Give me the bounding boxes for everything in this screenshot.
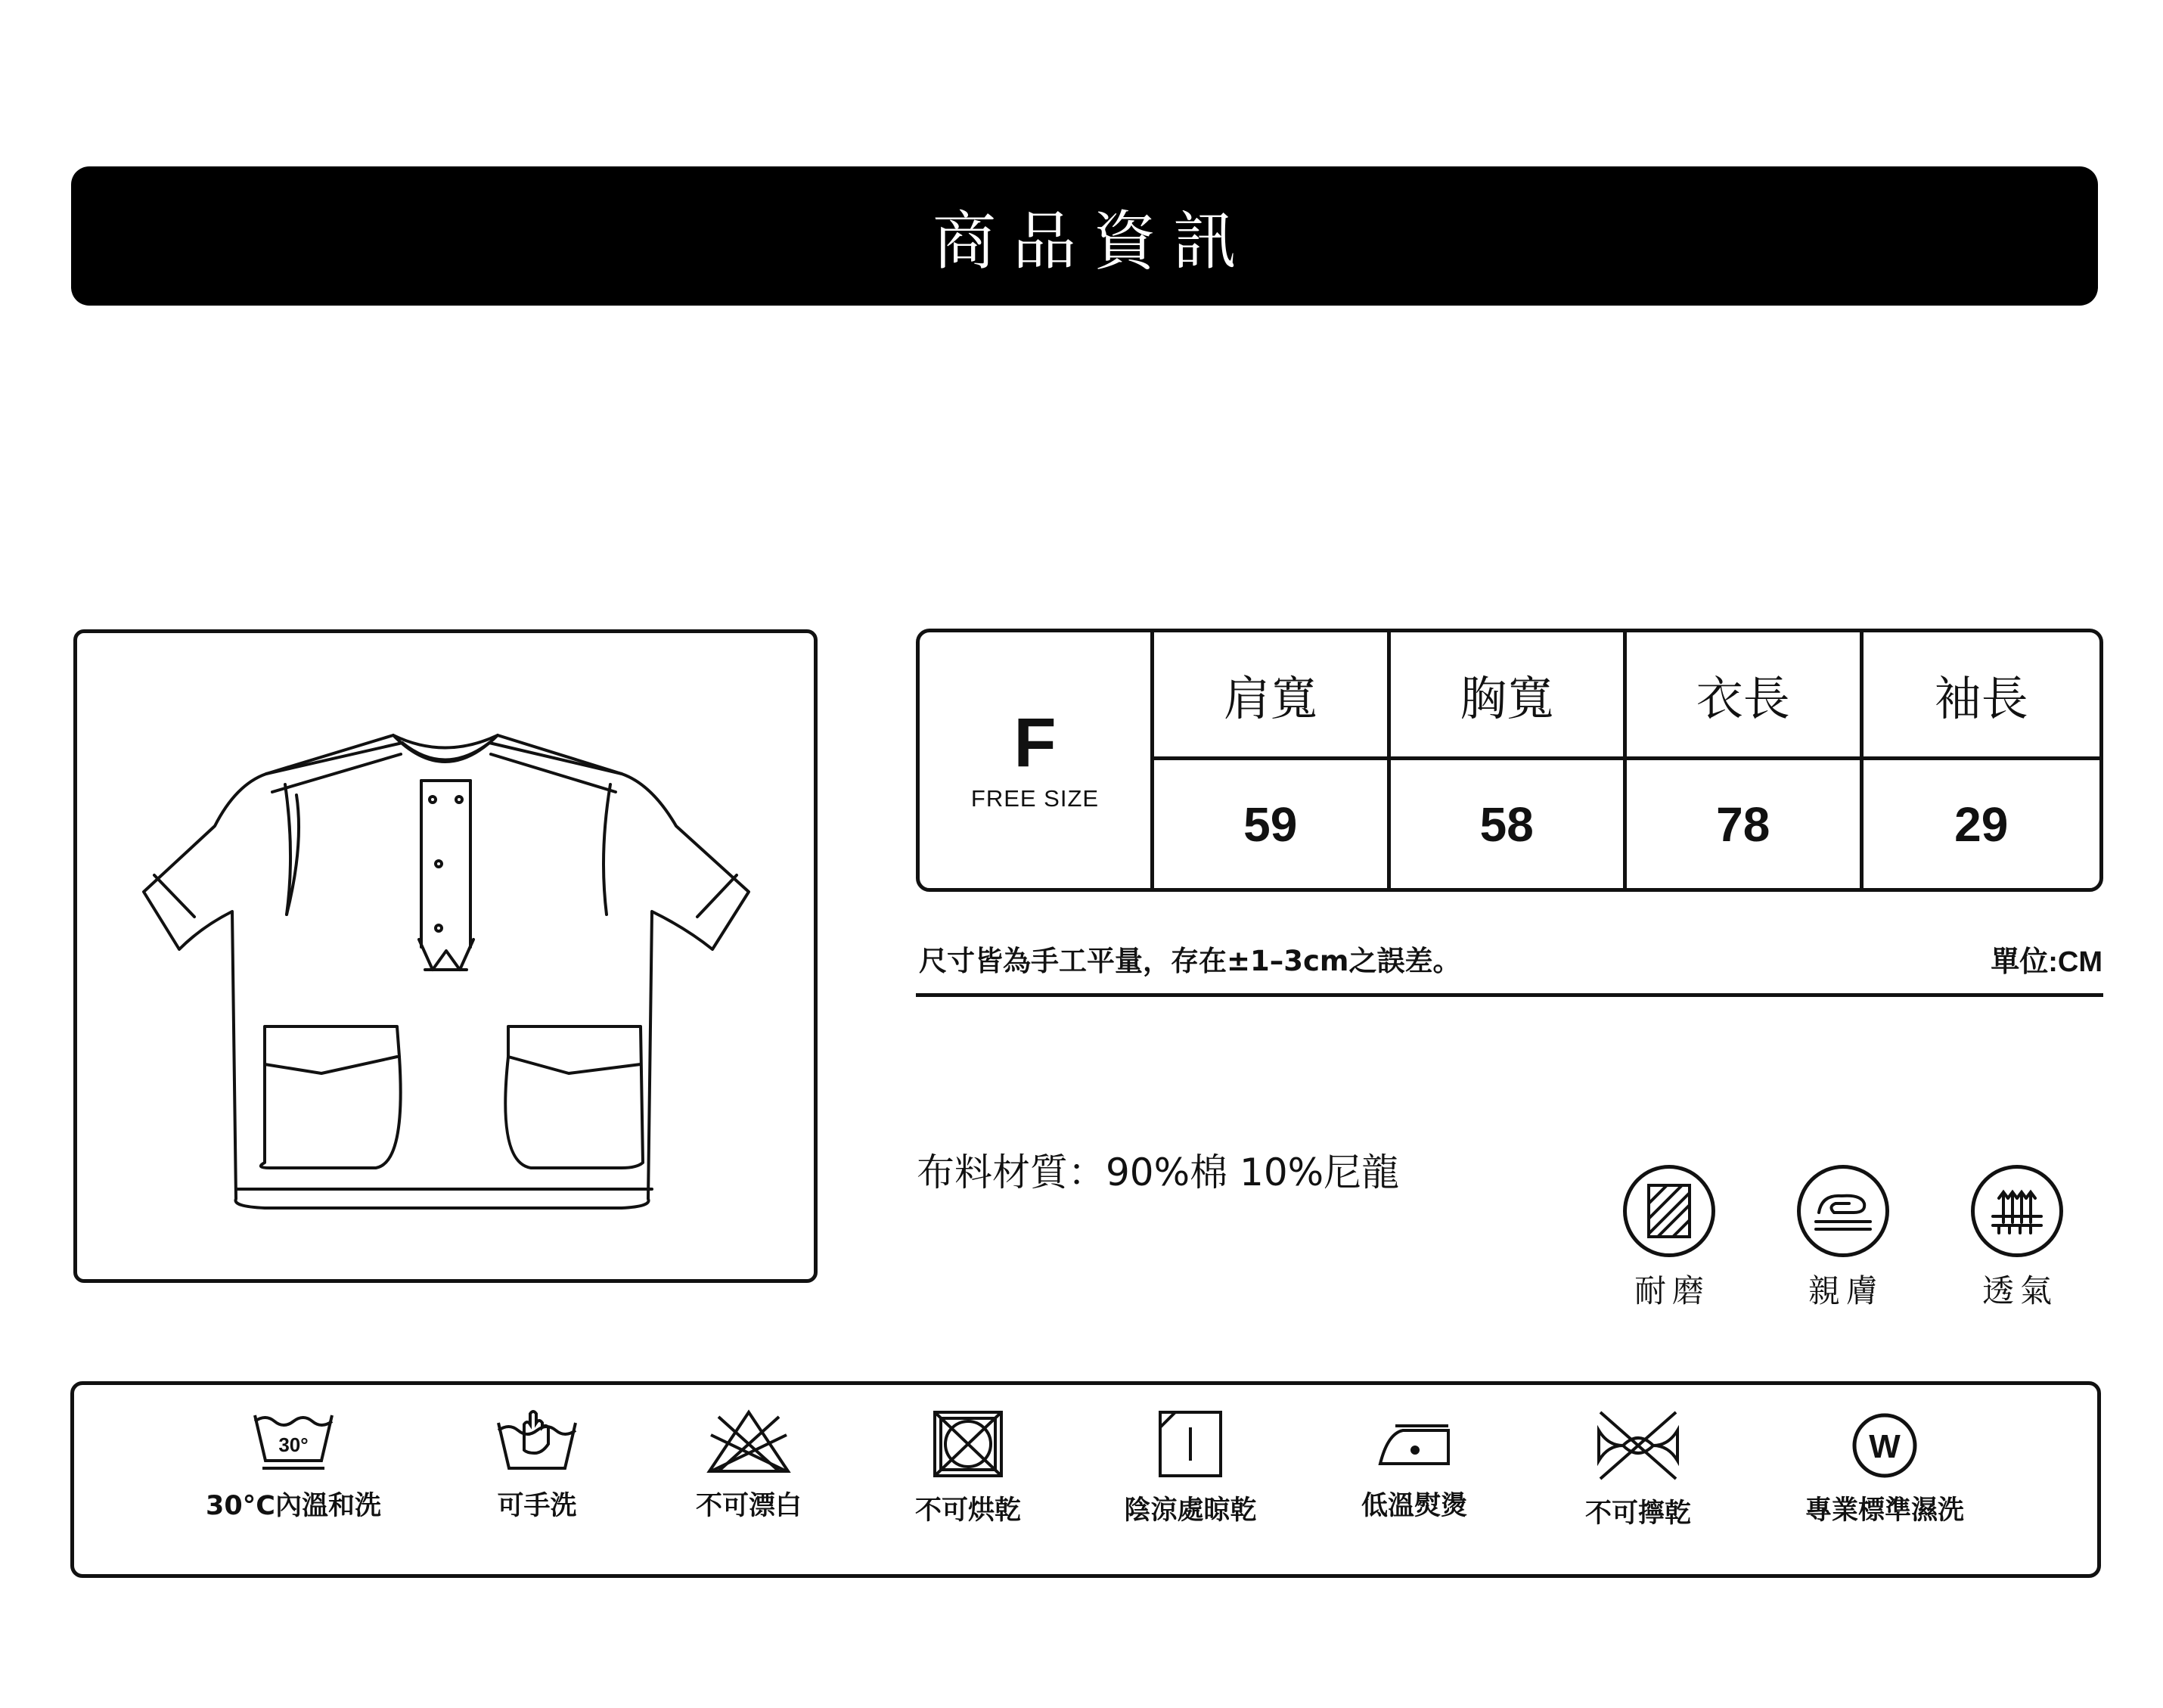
no-wring-icon <box>1593 1408 1684 1483</box>
skin-friendly-icon <box>1811 1188 1875 1234</box>
care-item <box>1301 1408 1528 1523</box>
care-label: 30°C內溫和洗 <box>206 1491 381 1521</box>
value-sleeve: 29 <box>1954 797 2009 852</box>
care-label: 不可漂白 <box>695 1491 802 1521</box>
size-name: FREE SIZE <box>970 785 1100 812</box>
garment-sketch <box>77 633 814 1279</box>
size-cell <box>920 632 1154 888</box>
wash-temp: 30° <box>278 1433 309 1456</box>
no-tumble-dry-icon <box>930 1408 1006 1480</box>
value-length: 78 <box>1627 760 1864 888</box>
value-shoulder: 59 <box>1154 760 1391 888</box>
care-item <box>180 1408 407 1523</box>
feature-label: 透氣 <box>1981 1272 2058 1309</box>
professional-wet-clean-icon <box>1847 1408 1922 1480</box>
feature-breathable <box>1949 1165 2085 1312</box>
size-letter: F <box>1013 704 1057 781</box>
header-chest: 胸寬 <box>1391 632 1628 760</box>
divider <box>916 993 2103 997</box>
iron-low-icon <box>1373 1408 1456 1476</box>
page-title: 商品資訊 <box>932 203 1253 278</box>
header-shoulder: 肩寬 <box>1154 632 1391 760</box>
no-bleach-icon <box>703 1408 794 1476</box>
care-label: 陰涼處晾乾 <box>1124 1495 1257 1526</box>
care-label: 低溫熨燙 <box>1361 1491 1467 1521</box>
care-label: 專業標準濕洗 <box>1805 1495 1964 1526</box>
breathable-icon <box>1988 1185 2046 1238</box>
feature-label: 耐磨 <box>1634 1272 1710 1309</box>
material-text: 布料材質：90%棉 10%尼龍 <box>917 1151 1400 1194</box>
line-dry-shade-icon <box>1153 1408 1228 1480</box>
care-item <box>635 1408 862 1523</box>
care-label: 不可烘乾 <box>914 1495 1021 1526</box>
care-item <box>1077 1408 1304 1527</box>
feature-skin-friendly <box>1775 1165 1911 1312</box>
garment-sketch-frame <box>73 629 818 1283</box>
header-length: 衣長 <box>1627 632 1864 760</box>
care-item <box>855 1408 1082 1527</box>
measurement-note: 尺寸皆為手工平量，存在±1–3cm之誤差。 <box>919 945 1461 977</box>
care-item <box>1525 1408 1752 1530</box>
care-label: 不可擰乾 <box>1584 1498 1691 1529</box>
care-label: 可手洗 <box>497 1491 577 1521</box>
unit-label: 單位:CM <box>1991 946 2102 978</box>
header-sleeve: 袖長 <box>1864 632 2100 760</box>
feature-label: 親膚 <box>1808 1272 1884 1309</box>
hand-wash-icon <box>495 1408 579 1476</box>
size-table <box>916 629 2103 892</box>
title-bar <box>71 166 2098 306</box>
wet-clean-mark: W <box>1869 1428 1901 1465</box>
wash-30-icon <box>252 1408 335 1476</box>
wear-resistant-icon <box>1643 1181 1696 1241</box>
feature-wear-resistant <box>1601 1165 1737 1312</box>
value-chest: 58 <box>1391 760 1628 888</box>
care-instructions <box>70 1381 2101 1578</box>
care-item <box>1771 1408 1998 1527</box>
care-item <box>424 1408 650 1523</box>
